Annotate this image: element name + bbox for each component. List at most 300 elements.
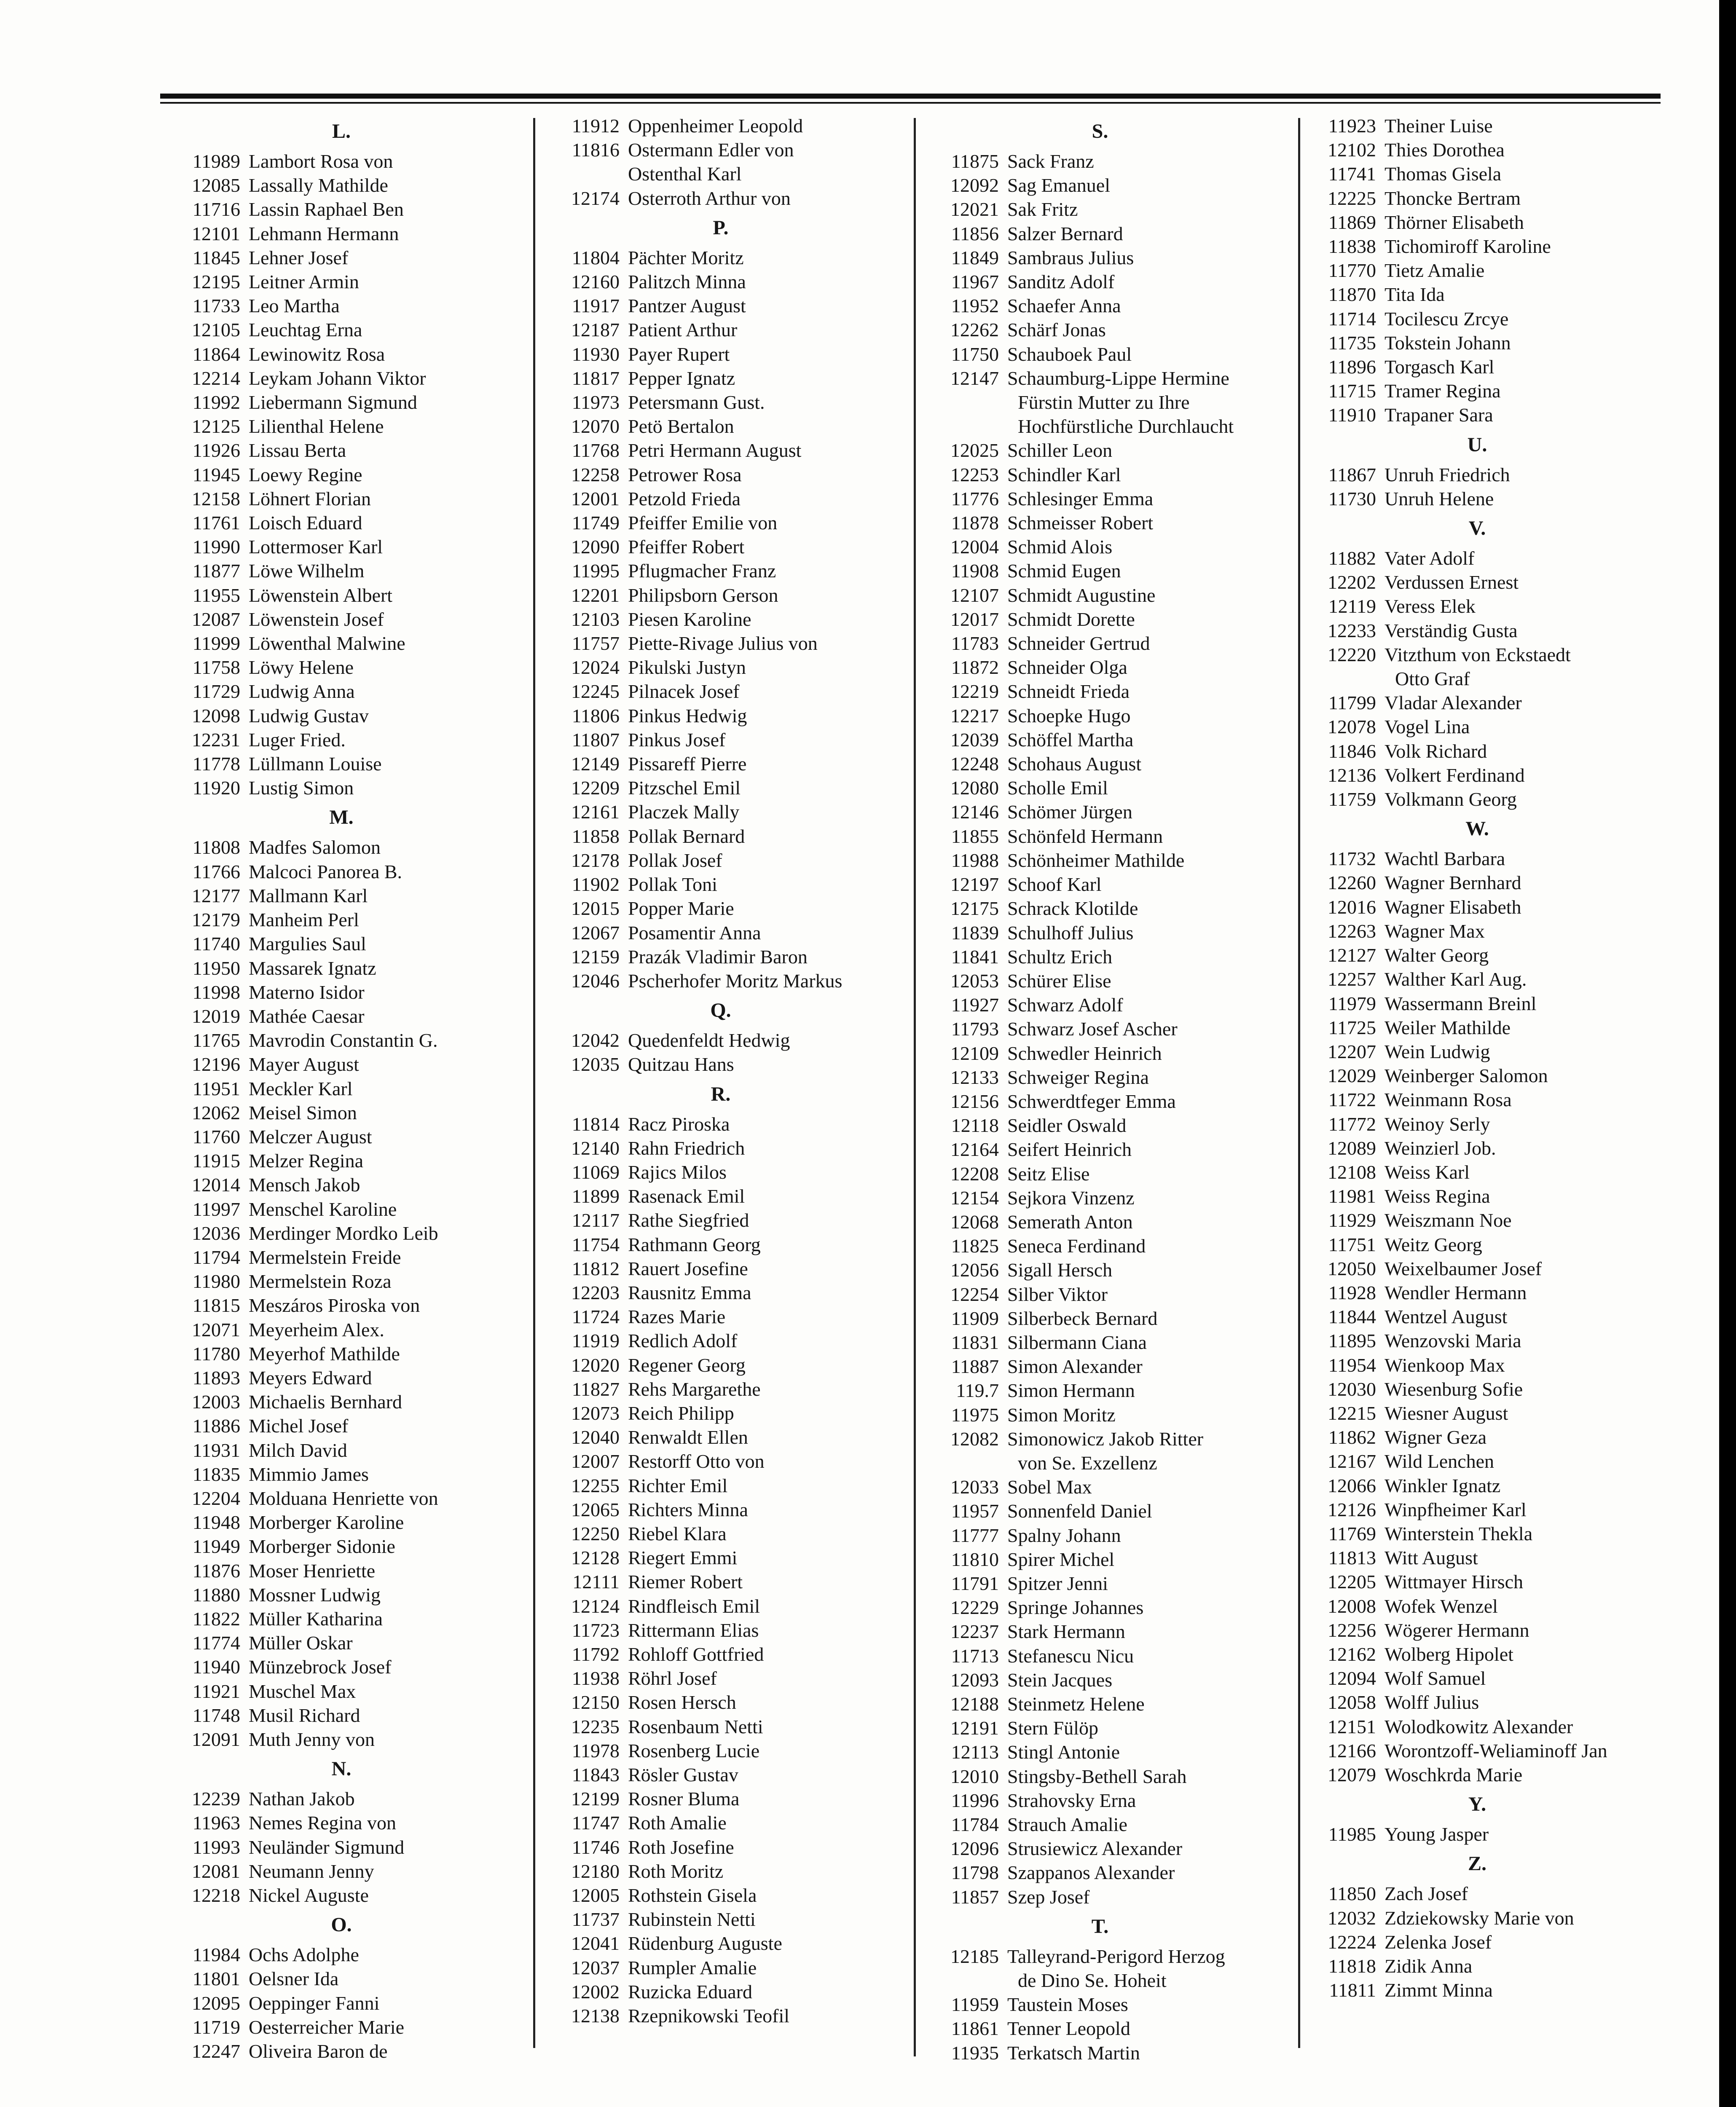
entry-name: Sambraus Julius	[1007, 247, 1134, 268]
entry-name: Winkler Ignatz	[1385, 1474, 1501, 1496]
list-item	[539, 1498, 902, 1522]
entry-name: Schohaus August	[1007, 753, 1142, 775]
list-item	[539, 872, 902, 896]
list-item	[160, 835, 523, 859]
entry-name: Michaelis Bernhard	[249, 1391, 402, 1413]
list-item	[160, 1811, 523, 1835]
entry-number: 11716	[192, 198, 240, 220]
entry-name: Rohloff Gottfried	[628, 1643, 764, 1665]
entry-name: Lehmann Hermann	[249, 222, 399, 244]
entry-name: Schaefer Anna	[1007, 295, 1121, 317]
list-item	[1296, 1449, 1658, 1473]
entry-name: Wachtl Barbara	[1385, 848, 1505, 870]
entry-name: Wiesner August	[1385, 1402, 1508, 1424]
entry-number: 12090	[571, 536, 620, 558]
entry-number: 11856	[951, 222, 999, 244]
list-item	[539, 414, 902, 438]
entry-number: 12021	[950, 198, 999, 220]
list-item	[160, 1631, 523, 1655]
entry-name: Ruzicka Eduard	[628, 1981, 753, 2002]
list-item	[539, 728, 902, 752]
entry-name: Razes Marie	[628, 1306, 726, 1328]
entry-number: 12204	[192, 1487, 240, 1509]
entry-number: 11989	[192, 150, 240, 172]
list-item	[539, 2004, 902, 2028]
entry-number: 11979	[1328, 992, 1376, 1014]
entry-name: Schwarz Adolf	[1007, 994, 1123, 1016]
list-item	[539, 1281, 902, 1305]
entry-number: 11923	[1328, 115, 1376, 137]
entry-name: Meyerhof Mathilde	[249, 1343, 400, 1364]
entry-number: 12073	[571, 1402, 620, 1424]
list-item	[160, 1583, 523, 1607]
entry-name: Seidler Oswald	[1007, 1115, 1127, 1137]
entry-name: Leo Martha	[249, 295, 340, 317]
list-item	[160, 1607, 523, 1631]
entry-number: 12248	[950, 753, 999, 775]
entry-name: Weinmann Rosa	[1385, 1089, 1512, 1111]
entry-name: Meyers Edward	[249, 1367, 372, 1389]
entry-name: Tietz Amalie	[1385, 260, 1485, 281]
entry-number: 12209	[571, 777, 620, 799]
entry-name: Regener Georg	[628, 1354, 746, 1376]
list-item	[160, 1679, 523, 1703]
entry-number: 11921	[192, 1680, 240, 1702]
entry-name: Oppenheimer Leopold	[628, 115, 803, 137]
entry-number: 12062	[192, 1102, 240, 1123]
list-item	[160, 728, 523, 752]
entry-name: Morberger Sidonie	[249, 1536, 395, 1557]
entry-number: 12185	[950, 1945, 999, 1967]
entry-name: Meisel Simon	[249, 1102, 357, 1123]
list-item	[1296, 1642, 1658, 1666]
entry-number: 11827	[572, 1378, 620, 1400]
entry-number: 12039	[950, 729, 999, 751]
list-item	[539, 896, 902, 920]
entry-name: Mermelstein Roza	[249, 1271, 392, 1292]
list-item	[160, 776, 523, 800]
entry-number: 12217	[950, 705, 999, 726]
list-item	[919, 1944, 1281, 1968]
entry-number: 11816	[572, 139, 620, 161]
entry-name: Rindfleisch Emil	[628, 1595, 760, 1617]
entry-name: Racz Piroska	[628, 1113, 730, 1135]
entry-number: 11858	[572, 825, 620, 847]
entry-name: Pepper Ignatz	[628, 367, 735, 389]
list-item	[160, 1004, 523, 1028]
list-item	[919, 1306, 1281, 1330]
entry-name: Wassermann Breinl	[1385, 992, 1537, 1014]
entry-number: 11875	[951, 150, 999, 172]
list-item	[1296, 162, 1658, 186]
entry-number: 11818	[1328, 1955, 1376, 1977]
entry-name: Walther Karl Aug.	[1385, 968, 1527, 990]
list-item	[539, 270, 902, 294]
list-item	[539, 655, 902, 679]
list-item	[919, 1403, 1281, 1427]
entry-number: 12174	[571, 187, 620, 209]
entry-name: Leykam Johann Viktor	[249, 367, 426, 389]
list-item	[1296, 1281, 1658, 1305]
list-item	[919, 1137, 1281, 1161]
entry-name: Stern Fülöp	[1007, 1717, 1098, 1739]
entry-name: Seifert Heinrich	[1007, 1139, 1132, 1161]
entry-name: Terkatsch Martin	[1007, 2042, 1140, 2064]
list-item	[919, 149, 1281, 173]
entry-number: 12089	[1328, 1137, 1376, 1159]
entry-number: 12108	[1328, 1161, 1376, 1183]
list-item	[919, 1992, 1281, 2016]
list-item	[160, 1991, 523, 2015]
entry-name: Zach Josef	[1385, 1883, 1468, 1905]
entry-name: Witt August	[1385, 1547, 1478, 1569]
entry-name: Walter Georg	[1385, 944, 1489, 966]
entry-number: 11780	[192, 1343, 240, 1364]
entry-number: 12203	[571, 1281, 620, 1303]
list-item	[539, 535, 902, 559]
list-item	[160, 908, 523, 932]
list-item	[539, 342, 902, 366]
entry-number: 11792	[572, 1643, 620, 1665]
list-item	[160, 1052, 523, 1076]
entry-name: Margulies Saul	[249, 933, 366, 955]
list-item	[160, 1727, 523, 1751]
list-item	[1296, 1088, 1658, 1112]
entry-name: Oeppinger Fanni	[249, 1992, 380, 2014]
entry-name: Prazák Vladimir Baron	[628, 946, 808, 968]
entry-number: 12175	[950, 898, 999, 919]
list-item	[160, 1028, 523, 1052]
entry-number: 12094	[1328, 1667, 1376, 1689]
list-item	[919, 1499, 1281, 1523]
column-divider	[914, 118, 916, 2056]
entry-number: 11877	[192, 560, 240, 582]
entry-number: 12231	[192, 729, 240, 751]
entry-name: Rumpler Amalie	[628, 1957, 757, 1978]
entry-name: Weiss Karl	[1385, 1161, 1470, 1183]
list-item	[160, 1486, 523, 1510]
entry-name: Popper Marie	[628, 898, 734, 919]
list-item	[1296, 943, 1658, 967]
entry-number: 11804	[572, 247, 620, 268]
entry-name: Wentzel August	[1385, 1306, 1508, 1328]
entry-name: Seneca Ferdinand	[1007, 1235, 1146, 1257]
entry-name: Massarek Ignatz	[249, 957, 376, 979]
entry-name: Young Jasper	[1385, 1823, 1489, 1845]
entry-name: Pfeiffer Robert	[628, 536, 745, 558]
entry-name: Steinmetz Helene	[1007, 1693, 1145, 1715]
list-item	[539, 1522, 902, 1546]
list-item	[1296, 1112, 1658, 1136]
entry-name: Quitzau Hans	[628, 1054, 734, 1075]
list-item	[919, 1788, 1281, 1812]
list-item	[1296, 186, 1658, 210]
entry-name: Richter Emil	[628, 1474, 728, 1496]
entry-name: Rauert Josefine	[628, 1257, 748, 1279]
entry-name: Leitner Armin	[249, 271, 359, 293]
entry-number: 12178	[571, 849, 620, 871]
list-item	[539, 511, 902, 535]
entry-number: 12010	[950, 1765, 999, 1787]
list-item	[919, 921, 1281, 945]
entry-number: 11741	[1328, 163, 1376, 185]
entry-name: Rasenack Emil	[628, 1185, 745, 1207]
list-item	[919, 2041, 1281, 2065]
list-item	[539, 1907, 902, 1931]
entry-number: 11929	[1328, 1209, 1376, 1231]
list-item	[539, 246, 902, 270]
entry-number: 12133	[950, 1066, 999, 1088]
section-letter-heading: N.	[331, 1758, 351, 1780]
entry-number: 11963	[192, 1812, 240, 1834]
list-item	[160, 390, 523, 414]
entry-number: 11770	[1328, 260, 1376, 281]
list-item	[160, 414, 523, 438]
entry-name: Schmid Eugen	[1007, 560, 1121, 582]
entry-name: Patient Arthur	[628, 319, 738, 341]
list-item	[1296, 1329, 1658, 1353]
entry-name: Sag Emanuel	[1007, 174, 1110, 196]
entry-name: Pächter Moritz	[628, 247, 744, 268]
entry-number: 12053	[950, 970, 999, 992]
entry-number: 11915	[192, 1150, 240, 1172]
column-2	[539, 114, 902, 2028]
entry-name: Lassally Mathilde	[249, 174, 388, 196]
entry-number: 12224	[1328, 1931, 1376, 1953]
entry-name: Rzepnikowski Teofil	[628, 2005, 790, 2027]
entry-name: Riemer Robert	[628, 1571, 743, 1593]
entry-number: 11928	[1328, 1281, 1376, 1303]
entry-name: Reich Philipp	[628, 1402, 734, 1424]
entry-name: Weinoy Serly	[1385, 1113, 1490, 1135]
entry-name: Pscherhofer Moritz Markus	[628, 970, 843, 992]
entry-name: Schoof Karl	[1007, 874, 1102, 895]
entry-number: 12029	[1328, 1065, 1376, 1087]
list-item	[1296, 1715, 1658, 1739]
entry-number: 12065	[571, 1498, 620, 1520]
entry-name: Musil Richard	[249, 1704, 360, 1726]
entry-number: 11957	[951, 1500, 999, 1522]
entry-number: 11835	[192, 1463, 240, 1485]
entry-name: Ostermann Edler von	[628, 139, 794, 161]
list-item	[1296, 1882, 1658, 1906]
entry-name: Roth Amalie	[628, 1812, 727, 1834]
entry-number: 11765	[192, 1029, 240, 1051]
entry-number: 11887	[951, 1356, 999, 1378]
entry-number: 12158	[192, 488, 240, 509]
list-item	[539, 1956, 902, 1980]
list-item	[919, 487, 1281, 511]
entry-name: Schürer Elise	[1007, 970, 1111, 992]
list-item	[160, 1293, 523, 1317]
list-item	[1296, 1690, 1658, 1714]
entry-number: 12220	[1328, 643, 1376, 665]
entry-number: 12156	[950, 1090, 999, 1112]
entry-name: Vitzthum von Eckstaedt	[1385, 643, 1571, 665]
entry-number: 11777	[951, 1524, 999, 1546]
entry-name: Spalny Johann	[1007, 1524, 1121, 1546]
entry-number: 12102	[1328, 139, 1376, 161]
entry-name: Schwedler Heinrich	[1007, 1042, 1162, 1064]
entry-name: Meszáros Piroska von	[249, 1295, 420, 1316]
entry-number: 11886	[192, 1415, 240, 1437]
list-item	[919, 1186, 1281, 1210]
list-item	[160, 1787, 523, 1811]
list-item	[539, 1112, 902, 1136]
list-item	[1296, 992, 1658, 1016]
list-item	[539, 631, 902, 655]
list-item	[1296, 1353, 1658, 1377]
list-item	[919, 1427, 1281, 1451]
entry-number: 12136	[1328, 764, 1376, 786]
entry-name: Morberger Karoline	[249, 1512, 404, 1533]
entry-name: Petri Hermann August	[628, 440, 802, 461]
entry-number: 11951	[192, 1078, 240, 1099]
entry-number: 12167	[1328, 1450, 1376, 1472]
list-item	[160, 956, 523, 980]
list-item	[1296, 1016, 1658, 1040]
entry-number: 12046	[571, 970, 620, 992]
entry-name: Verständig Gusta	[1385, 619, 1518, 641]
list-item	[539, 1028, 902, 1052]
entry-number: 12066	[1328, 1474, 1376, 1496]
list-item	[539, 1160, 902, 1184]
entry-number: 11760	[192, 1126, 240, 1147]
entry-number: 12253	[950, 464, 999, 485]
entry-name: Rajics Milos	[628, 1161, 727, 1183]
entry-name: Rubinstein Netti	[628, 1909, 756, 1930]
entry-number: 119.7	[956, 1380, 999, 1402]
entry-number: 11733	[192, 295, 240, 317]
list-item	[160, 704, 523, 728]
list-item	[160, 1125, 523, 1149]
entry-name: Volkert Ferdinand	[1385, 764, 1525, 786]
entry-number: 12179	[192, 909, 240, 931]
list-item	[919, 294, 1281, 318]
section-letter-heading: Z.	[1468, 1852, 1486, 1875]
entry-number: 11713	[951, 1645, 999, 1667]
entry-number: 12081	[192, 1860, 240, 1882]
entry-name: Zidik Anna	[1385, 1955, 1473, 1977]
entry-number: 12250	[571, 1523, 620, 1544]
entry-number: 12247	[192, 2040, 240, 2062]
list-item	[539, 1859, 902, 1883]
list-item	[919, 1354, 1281, 1378]
entry-name: Schweiger Regina	[1007, 1066, 1149, 1088]
entry-name: Rüdenburg Auguste	[628, 1933, 782, 1954]
entry-number: 12058	[1328, 1691, 1376, 1713]
entry-number: 11995	[572, 560, 620, 582]
list-item	[160, 246, 523, 270]
list-item	[1296, 403, 1658, 427]
list-item	[539, 1763, 902, 1787]
entry-number: 12164	[950, 1139, 999, 1161]
entry-name: Wolff Julius	[1385, 1691, 1479, 1713]
list-item	[539, 1184, 902, 1208]
entry-number: 11973	[572, 391, 620, 413]
entry-number: 11825	[951, 1235, 999, 1257]
entry-name: Wolberg Hipolet	[1385, 1643, 1513, 1665]
entry-number: 12025	[950, 440, 999, 461]
entry-number: 11984	[192, 1944, 240, 1966]
entry-name: Stingsby-Bethell Sarah	[1007, 1765, 1187, 1787]
list-item	[919, 800, 1281, 824]
entry-number: 11843	[572, 1764, 620, 1785]
entry-name: Tichomiroff Karoline	[1385, 236, 1551, 257]
entry-number: 11938	[572, 1667, 620, 1689]
entry-name: Neuländer Sigmund	[249, 1836, 405, 1858]
list-item	[160, 860, 523, 884]
entry-number: 11910	[1328, 404, 1376, 426]
entry-name: Payer Rupert	[628, 343, 730, 365]
list-item	[1296, 331, 1658, 355]
entry-name: Mensch Jakob	[249, 1174, 360, 1196]
entry-name: Tita Ida	[1385, 284, 1445, 306]
entry-number: 11784	[951, 1814, 999, 1836]
entry-number: 12151	[1328, 1716, 1376, 1737]
entry-number: 11822	[192, 1608, 240, 1630]
entry-number: 12149	[571, 753, 620, 775]
list-item	[919, 1017, 1281, 1041]
section-letter-heading: Q.	[710, 999, 731, 1022]
list-item	[539, 1052, 902, 1076]
entry-name: Schömer Jürgen	[1007, 801, 1132, 823]
list-item	[1296, 1618, 1658, 1642]
entry-number: 12188	[950, 1693, 999, 1715]
entry-name: Rosenberg Lucie	[628, 1740, 760, 1761]
entry-name: Schulhoff Julius	[1007, 922, 1134, 944]
list-item	[1296, 546, 1658, 570]
entry-number: 12161	[571, 801, 620, 823]
list-item	[1296, 379, 1658, 403]
entry-number: 12019	[192, 1005, 240, 1027]
list-item	[539, 752, 902, 776]
entry-number: 12002	[571, 1981, 620, 2002]
entry-number: 12187	[571, 319, 620, 341]
entry-number: 11729	[192, 681, 240, 702]
list-item	[1296, 282, 1658, 306]
entry-number: 12215	[1328, 1402, 1376, 1424]
section-letter-heading: R.	[711, 1083, 731, 1105]
entry-number: 11748	[192, 1704, 240, 1726]
entry-name: Röhrl Josef	[628, 1667, 717, 1689]
list-item	[1296, 1822, 1658, 1846]
entry-number: 11758	[192, 657, 240, 678]
entry-number: 11724	[572, 1306, 620, 1328]
list-item	[919, 945, 1281, 969]
list-item	[1296, 1040, 1658, 1064]
list-item	[539, 1883, 902, 1907]
entry-name: Loewy Regine	[249, 464, 362, 485]
list-item	[1296, 715, 1658, 739]
list-item	[160, 197, 523, 221]
entry-number: 11845	[192, 247, 240, 268]
entry-name: Winterstein Thekla	[1385, 1523, 1533, 1544]
list-item	[919, 1764, 1281, 1788]
entry-number: 12087	[192, 608, 240, 630]
entry-number: 11872	[951, 657, 999, 678]
list-item	[160, 294, 523, 318]
list-item	[1296, 919, 1658, 943]
column-3	[919, 114, 1281, 2065]
entry-name: Verdussen Ernest	[1385, 571, 1519, 593]
entry-number: 11732	[1328, 848, 1376, 870]
list-item	[1296, 463, 1658, 487]
list-item	[160, 1269, 523, 1293]
list-item	[160, 583, 523, 607]
list-item	[160, 270, 523, 294]
section-letter-heading: T.	[1091, 1915, 1109, 1938]
